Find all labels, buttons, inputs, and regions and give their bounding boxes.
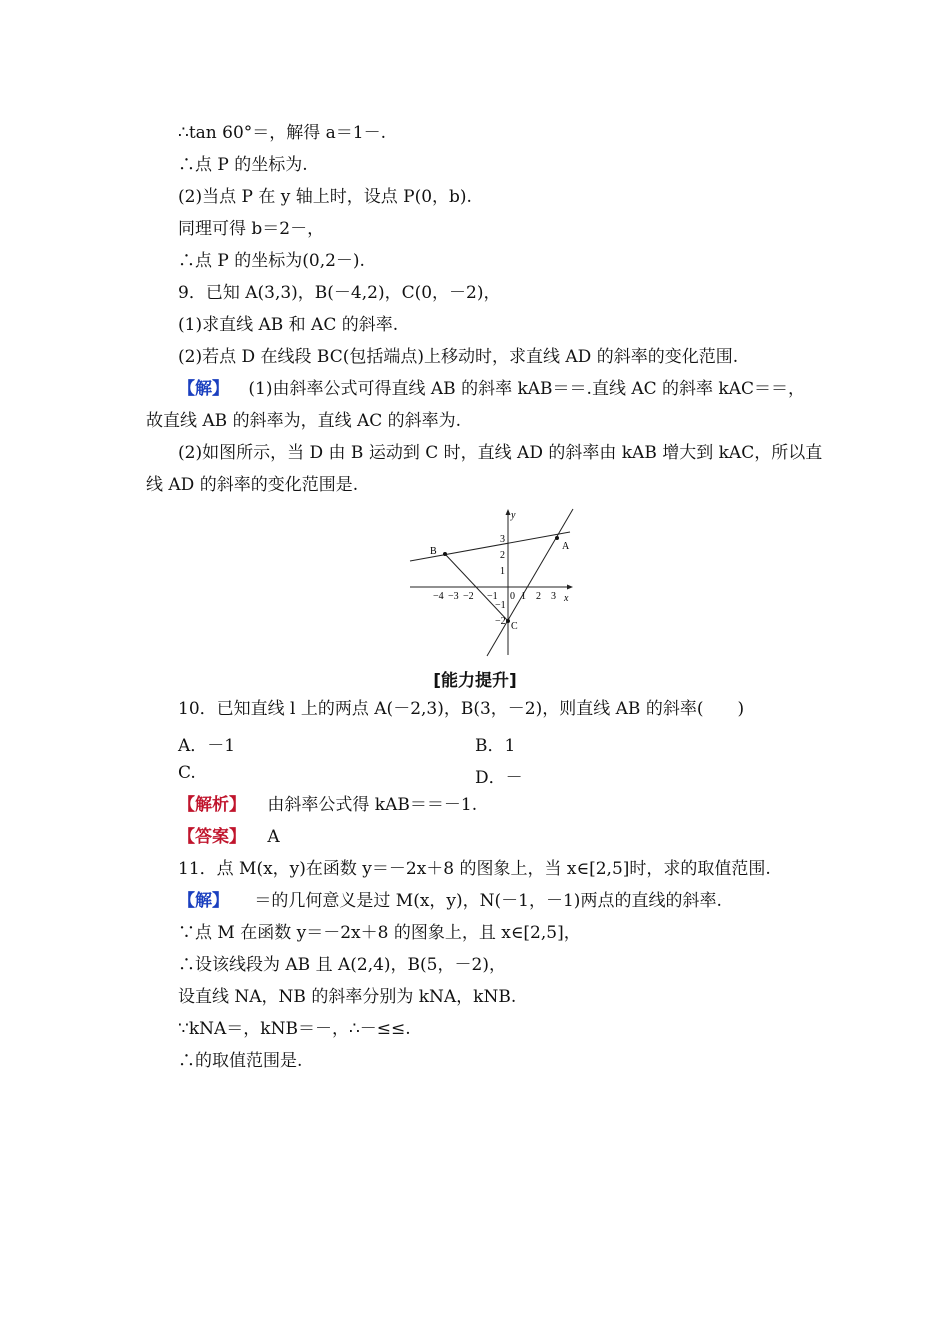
solution-9-line-2: 故直线 AB 的斜率为，直线 AC 的斜率为. xyxy=(146,411,462,431)
analysis-10: 【解析】 由斜率公式得 kAB＝＝－1. xyxy=(178,795,478,815)
option-c: C. xyxy=(178,763,196,783)
y-tick-1: 1 xyxy=(500,566,505,577)
x-axis-arrow xyxy=(567,585,573,590)
origin-label: 0 xyxy=(510,591,515,602)
solution-11-line-2: ∵点 M 在函数 y＝－2x＋8 的图象上，且 x∈[2,5]， xyxy=(178,923,581,943)
point-c-label: C xyxy=(511,621,518,632)
option-a: A．－1 xyxy=(178,736,236,756)
coordinate-figure xyxy=(405,505,580,657)
point-c xyxy=(506,619,510,623)
y-axis-label: y xyxy=(511,510,516,521)
y-tick-3: 3 xyxy=(500,534,505,545)
y-tick-neg1: −1 xyxy=(495,600,506,611)
line-ac xyxy=(487,509,573,656)
x-tick-1: 1 xyxy=(521,591,526,602)
problem-9-statement: 9．已知 A(3,3)，B(－4,2)，C(0，－2)， xyxy=(178,283,501,303)
text-line-1: ∴tan 60°＝，解得 a＝1－. xyxy=(178,123,387,143)
solution-9-line-4: 线 AD 的斜率的变化范围是. xyxy=(146,475,359,495)
y-tick-neg2: −2 xyxy=(495,616,506,627)
answer-10: 【答案】 A xyxy=(178,827,280,847)
text-line-3: (2)当点 P 在 y 轴上时，设点 P(0，b). xyxy=(178,187,472,207)
point-a xyxy=(555,536,559,540)
solution-11-line-4: 设直线 NA，NB 的斜率分别为 kNA，kNB. xyxy=(178,987,517,1007)
y-axis-arrow xyxy=(506,509,511,515)
problem-11-statement: 11．点 M(x，y)在函数 y＝－2x＋8 的图象上，当 x∈[2,5]时，求的取值范围. xyxy=(178,859,771,879)
solution-11-line-6: ∴的取值范围是. xyxy=(178,1051,303,1071)
point-b xyxy=(443,552,447,556)
problem-10-statement: 10．已知直线 l 上的两点 A(－2,3)，B(3，－2)，则直线 AB 的斜率( ) xyxy=(178,699,745,719)
analysis-tag: 【解析】 xyxy=(178,795,246,815)
solution-tag-11: 【解】 xyxy=(178,891,229,911)
answer-tag: 【答案】 xyxy=(178,827,246,847)
solution-tag: 【解】 xyxy=(178,379,229,399)
solution-9-line-3: (2)如图所示，当 D 由 B 运动到 C 时，直线 AD 的斜率由 kAB 增大到 kAC，所以直 xyxy=(178,443,823,463)
x-tick-neg3: −3 xyxy=(448,591,459,602)
option-d: D．－ xyxy=(475,768,523,788)
x-tick-neg4: −4 xyxy=(433,591,444,602)
text-line-4: 同理可得 b＝2－， xyxy=(178,219,325,239)
x-tick-2: 2 xyxy=(536,591,541,602)
solution-11-line-1: 【解】 ＝的几何意义是过 M(x，y)，N(－1，－1)两点的直线的斜率. xyxy=(178,891,722,911)
point-a-label: A xyxy=(562,541,570,552)
x-tick-neg2: −2 xyxy=(463,591,474,602)
problem-9-part-1: (1)求直线 AB 和 AC 的斜率. xyxy=(178,315,399,335)
problem-9-part-2: (2)若点 D 在线段 BC(包括端点)上移动时，求直线 AD 的斜率的变化范围. xyxy=(178,347,739,367)
section-heading: [能力提升] xyxy=(433,671,517,691)
y-tick-2: 2 xyxy=(500,550,505,561)
point-b-label: B xyxy=(430,546,437,557)
solution-11-line-3: ∴设该线段为 AB 且 A(2,4)，B(5，－2)， xyxy=(178,955,506,975)
x-tick-3: 3 xyxy=(551,591,556,602)
x-tick-neg1: −1 xyxy=(487,591,498,602)
text-line-5: ∴点 P 的坐标为(0,2－). xyxy=(178,251,365,271)
solution-11-line-5: ∵kNA＝，kNB＝－，∴－≤≤. xyxy=(178,1019,411,1039)
text-line-2: ∴点 P 的坐标为. xyxy=(178,155,308,175)
solution-9-line-1: 【解】 (1)由斜率公式可得直线 AB 的斜率 kAB＝＝.直线 AC 的斜率 kAC＝＝， xyxy=(178,379,806,399)
x-axis-label: x xyxy=(564,593,569,604)
option-b: B．1 xyxy=(475,736,516,756)
